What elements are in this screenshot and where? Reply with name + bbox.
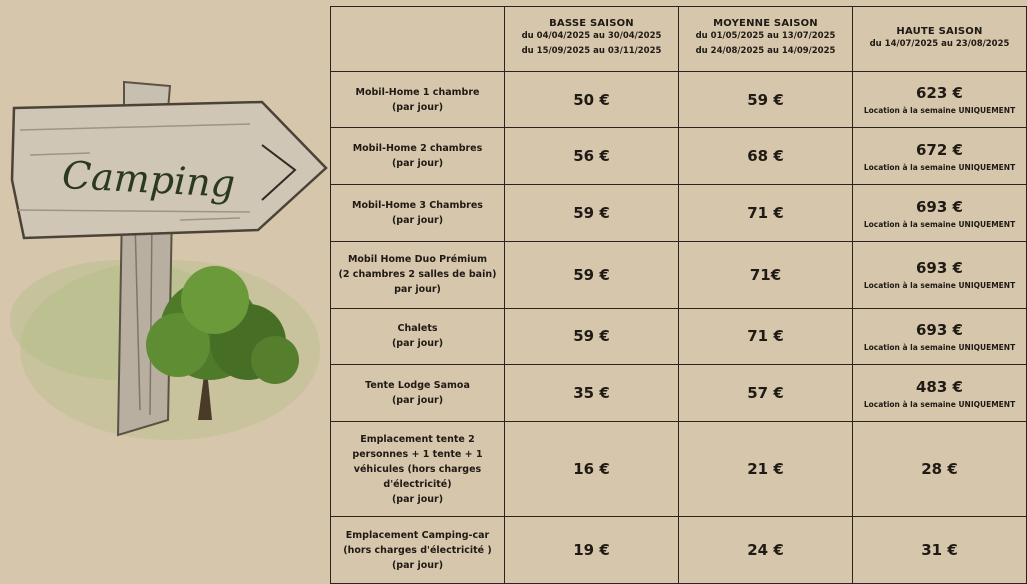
accommodation-cell <box>331 517 505 584</box>
table-row <box>331 185 1027 242</box>
price-low: 16 € <box>573 460 610 479</box>
price-high: 483 € <box>916 377 963 396</box>
season-name: MOYENNE SAISON <box>713 18 818 30</box>
price-mid: 24 € <box>747 541 784 560</box>
weekly-note: Location à la semaine UNIQUEMENT <box>863 399 1016 409</box>
price-mid: 71 € <box>747 204 784 222</box>
price-high: 28 € <box>921 460 958 479</box>
table-row <box>331 241 1027 308</box>
table-row <box>331 128 1027 185</box>
price-mid: 21 € <box>747 460 784 479</box>
header-moyenne-saison <box>679 7 853 72</box>
accommodation-name: Tente Lodge Samoa <box>365 380 470 392</box>
price-low: 59 € <box>573 265 610 284</box>
accommodation-unit: (par jour) <box>391 158 444 170</box>
price-low-cell <box>505 517 679 584</box>
price-low: 35 € <box>573 384 610 403</box>
price-mid-cell <box>679 517 853 584</box>
accommodation-cell <box>331 241 505 308</box>
price-low-cell <box>505 185 679 242</box>
weekly-note: Location à la semaine UNIQUEMENT <box>863 342 1016 352</box>
accommodation-name: Mobil-Home 1 chambre <box>355 86 480 98</box>
accommodation-name-line2: personnes + 1 tente + 1 <box>352 448 483 460</box>
sign-text: Camping <box>61 152 237 206</box>
accommodation-unit: (par jour) <box>391 338 444 350</box>
weekly-note: Location à la semaine UNIQUEMENT <box>863 281 1016 291</box>
table-header-row <box>331 7 1027 72</box>
table-row <box>331 517 1027 584</box>
accommodation-cell <box>331 128 505 185</box>
price-high-cell <box>853 308 1027 365</box>
accommodation-cell <box>331 422 505 517</box>
price-high-cell <box>853 365 1027 422</box>
weekly-note: Location à la semaine UNIQUEMENT <box>863 106 1016 116</box>
accommodation-cell <box>331 308 505 365</box>
price-high: 693 € <box>916 259 963 278</box>
season-dates: du 04/04/2025 au 30/04/2025 <box>521 31 662 42</box>
table-row <box>331 365 1027 422</box>
price-low-cell <box>505 422 679 517</box>
price-high: 693 € <box>916 320 963 339</box>
price-mid-cell <box>679 422 853 517</box>
accommodation-name: Mobil-Home 2 chambres <box>352 143 483 155</box>
accommodation-name-line2: (hors charges d'électricité ) <box>343 544 492 556</box>
price-low-cell <box>505 365 679 422</box>
header-haute-saison <box>853 7 1027 72</box>
accommodation-unit: (par jour) <box>391 215 444 226</box>
weekly-note: Location à la semaine UNIQUEMENT <box>863 219 1016 229</box>
price-low: 59 € <box>573 327 610 346</box>
season-dates: du 15/09/2025 au 03/11/2025 <box>521 46 662 57</box>
price-high-cell <box>853 128 1027 185</box>
price-high-cell <box>853 422 1027 517</box>
accommodation-unit: (par jour) <box>391 101 444 113</box>
price-mid-cell <box>679 365 853 422</box>
price-mid: 57 € <box>747 384 784 403</box>
season-dates: du 01/05/2025 au 13/07/2025 <box>695 31 836 42</box>
season-dates: du 14/07/2025 au 23/08/2025 <box>869 38 1010 49</box>
accommodation-name: Emplacement Camping-car <box>345 529 490 541</box>
header-basse-saison <box>505 7 679 72</box>
price-mid: 68 € <box>747 147 784 166</box>
price-high: 672 € <box>916 140 963 159</box>
price-mid-cell <box>679 308 853 365</box>
price-mid: 71 € <box>747 327 784 346</box>
accommodation-name: Emplacement tente 2 <box>360 433 475 445</box>
accommodation-unit: (par jour) <box>391 395 444 407</box>
accommodation-name: Chalets <box>397 323 438 335</box>
accommodation-name: Mobil Home Duo Prémium <box>347 254 488 266</box>
price-high-cell <box>853 517 1027 584</box>
price-low: 56 € <box>573 147 610 166</box>
camping-signpost-illustration <box>0 60 330 460</box>
table-row <box>331 422 1027 517</box>
price-high-cell <box>853 185 1027 242</box>
accommodation-cell <box>331 185 505 242</box>
header-empty-cell <box>331 7 505 72</box>
price-low: 50 € <box>573 90 610 109</box>
price-high: 31 € <box>921 541 958 560</box>
accommodation-cell <box>331 365 505 422</box>
price-mid-cell <box>679 128 853 185</box>
season-name: BASSE SAISON <box>549 18 634 30</box>
season-name: HAUTE SAISON <box>896 25 983 37</box>
price-low-cell <box>505 241 679 308</box>
price-mid: 59 € <box>747 90 784 109</box>
accommodation-unit: par jour) <box>394 284 441 296</box>
price-mid-cell <box>679 241 853 308</box>
price-low: 19 € <box>573 541 610 560</box>
price-low-cell <box>505 308 679 365</box>
accommodation-unit: (par jour) <box>391 559 444 571</box>
price-mid-cell <box>679 71 853 128</box>
price-high: 693 € <box>916 197 963 216</box>
table-row <box>331 71 1027 128</box>
price-high-cell <box>853 71 1027 128</box>
accommodation-unit: (par jour) <box>391 493 444 505</box>
accommodation-name: Mobil-Home 3 Chambres <box>352 200 483 211</box>
price-high-cell <box>853 241 1027 308</box>
price-table <box>330 6 1027 584</box>
price-high: 623 € <box>916 84 963 103</box>
price-mid-cell <box>679 185 853 242</box>
accommodation-name-line4: d'électricité) <box>383 478 452 490</box>
price-mid: 71€ <box>749 265 782 284</box>
accommodation-name-line3: véhicules (hors charges <box>353 463 482 475</box>
accommodation-cell <box>331 71 505 128</box>
price-low-cell <box>505 128 679 185</box>
price-low-cell <box>505 71 679 128</box>
season-dates: du 24/08/2025 au 14/09/2025 <box>695 46 836 57</box>
accommodation-name-line2: (2 chambres 2 salles de bain) <box>338 269 497 281</box>
weekly-note: Location à la semaine UNIQUEMENT <box>863 162 1016 172</box>
price-low: 59 € <box>573 204 610 222</box>
table-row <box>331 308 1027 365</box>
